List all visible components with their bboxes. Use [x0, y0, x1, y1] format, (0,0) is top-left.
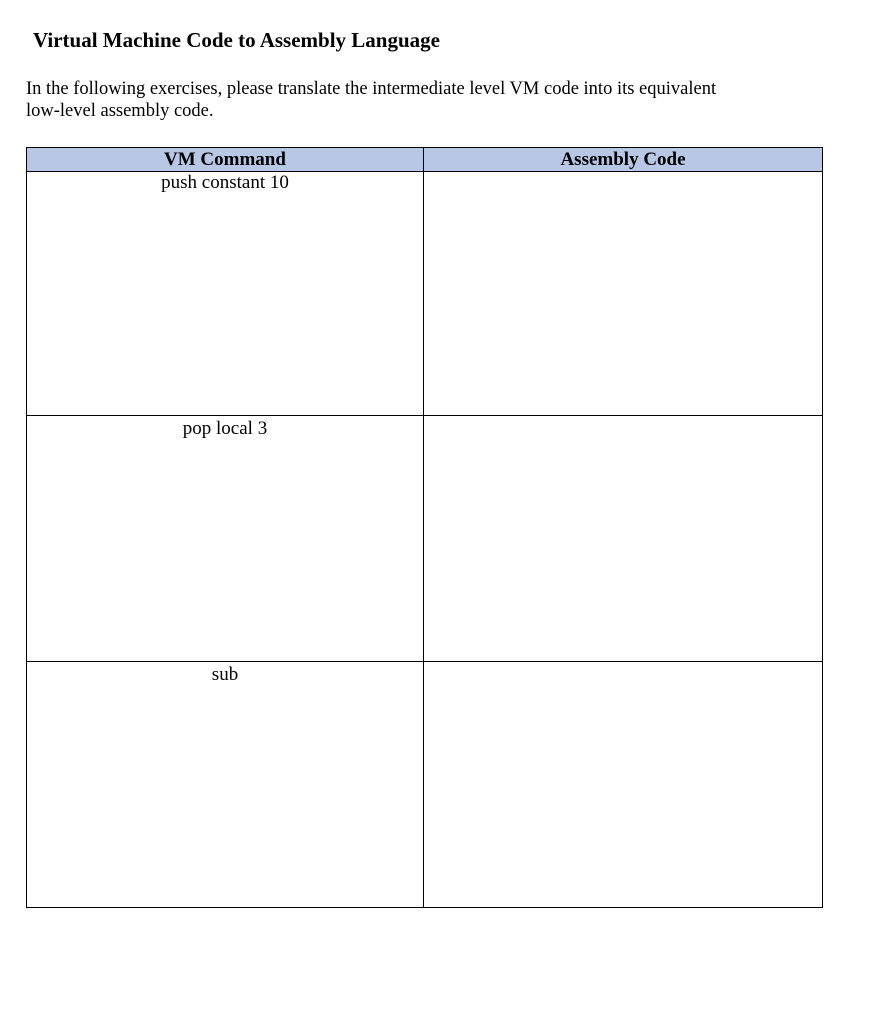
page-title: Virtual Machine Code to Assembly Language — [33, 28, 440, 52]
assembly-code-answer-cell[interactable] — [424, 416, 823, 662]
translation-table — [26, 147, 823, 908]
assembly-code-answer-cell[interactable] — [424, 662, 823, 908]
assembly-code-answer-cell[interactable] — [424, 172, 823, 416]
vm-command-cell: pop local 3 — [27, 416, 424, 662]
table-row — [27, 662, 823, 908]
instructions-paragraph — [26, 78, 826, 122]
instructions-line-1: In the following exercises, please translate the intermediate level VM code into its equivalent — [26, 79, 717, 99]
vm-command-cell: push constant 10 — [27, 172, 424, 416]
column-header-assembly-code: Assembly Code — [424, 148, 823, 172]
table-row — [27, 416, 823, 662]
table-row — [27, 172, 823, 416]
table-header-row — [27, 148, 823, 172]
vm-command-cell: sub — [27, 662, 424, 908]
column-header-vm-command: VM Command — [27, 148, 424, 172]
instructions-line-2: low-level assembly code. — [26, 101, 214, 121]
